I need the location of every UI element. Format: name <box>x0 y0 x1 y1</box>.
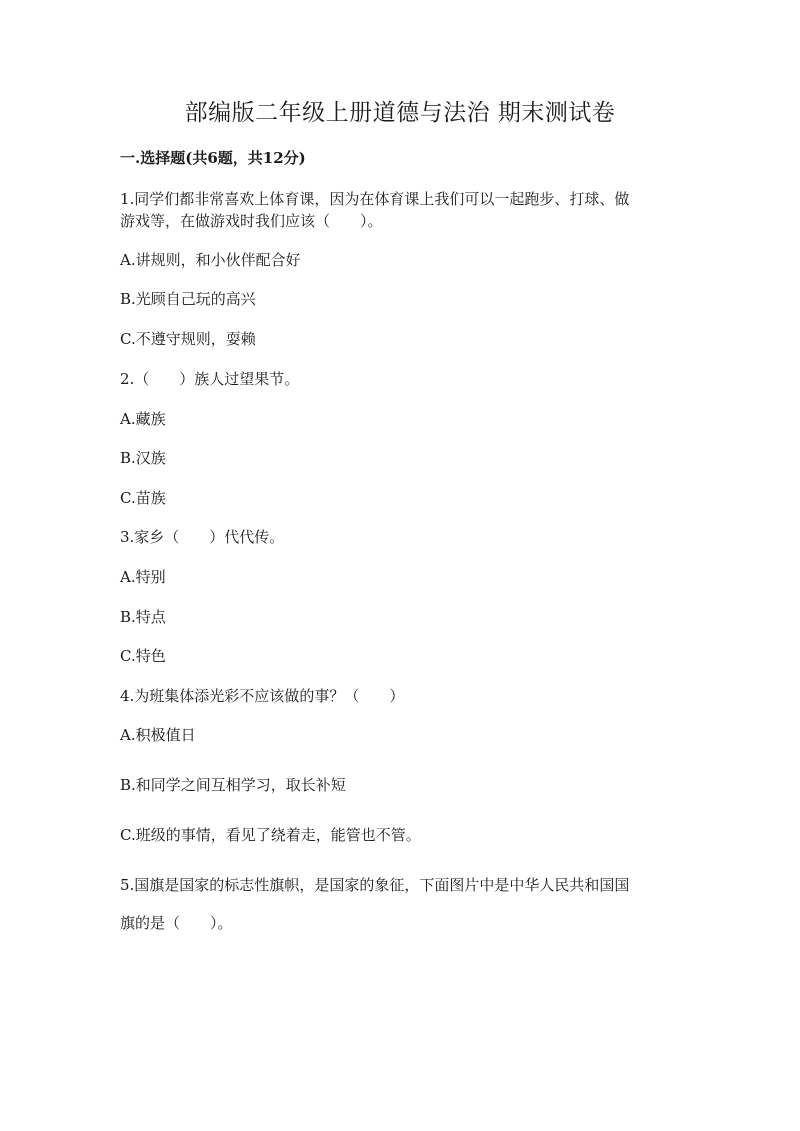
question-4-option-c: C.班级的事情，看见了绕着走，能管也不管。 <box>120 826 421 844</box>
question-4-option-a: A.积极值日 <box>120 726 196 744</box>
question-5-stem-line-2: 旗的是（ ）。 <box>120 914 233 932</box>
question-2-option-c: C.苗族 <box>120 489 166 507</box>
question-3-stem: 3.家乡（ ）代代传。 <box>120 528 285 546</box>
question-1-stem-line-1: 1.同学们都非常喜欢上体育课，因为在体育课上我们可以一起跑步、打球、做 <box>120 190 630 208</box>
question-2-option-b: B.汉族 <box>120 449 166 467</box>
question-1-stem-line-2: 游戏等，在做游戏时我们应该（ ）。 <box>120 212 383 230</box>
question-4-stem: 4.为班集体添光彩不应该做的事？（ ） <box>120 687 405 705</box>
question-1-option-b: B.光顾自己玩的高兴 <box>120 290 256 308</box>
question-3-option-b: B.特点 <box>120 608 166 626</box>
question-3-option-a: A.特别 <box>120 568 166 586</box>
question-2-stem: 2.（ ）族人过望果节。 <box>120 370 300 388</box>
section-heading: 一.选择题(共6题，共12分) <box>120 149 306 167</box>
question-3-option-c: C.特色 <box>120 647 166 665</box>
question-1-option-c: C.不遵守规则，耍赖 <box>120 330 256 348</box>
page-title: 部编版二年级上册道德与法治 期末测试卷 <box>184 100 616 126</box>
question-5-stem-line-1: 5.国旗是国家的标志性旗帜，是国家的象征，下面图片中是中华人民共和国国 <box>120 876 630 894</box>
question-1-option-a: A.讲规则，和小伙伴配合好 <box>120 251 301 269</box>
question-4-option-b: B.和同学之间互相学习，取长补短 <box>120 776 346 794</box>
question-2-option-a: A.藏族 <box>120 410 166 428</box>
